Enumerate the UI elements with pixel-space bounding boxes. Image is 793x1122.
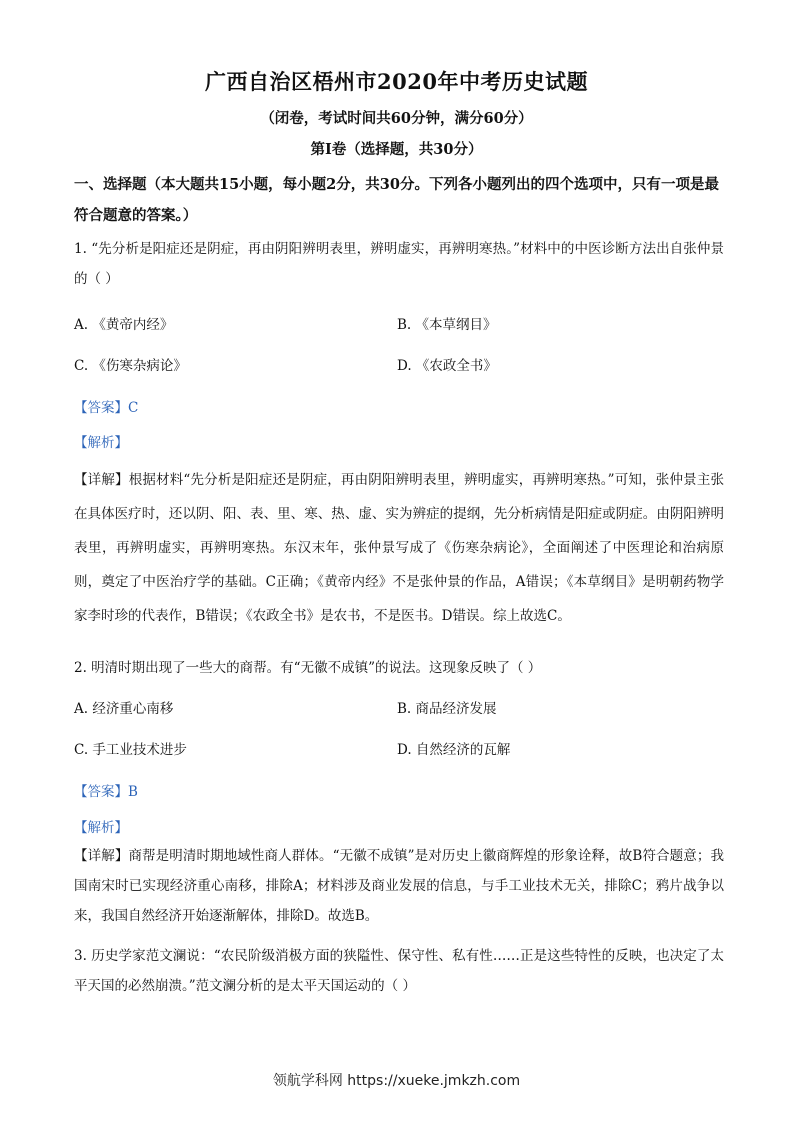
q2-option-b: B. 商品经济发展 [397,701,497,717]
q1-detail: 【详解】根据材料“先分析是阳症还是阴症，再由阴阳辨明表里，辨明虚实，再辨明寒热。”可知，张仲景主张在具体医疗时，还以阴、阳、表、里、寒、热、虚、实为辨症的提纲，先分析病情是阳症或阴症。由阴阳辨明表里，再辨明虚实，再辨明寒热。东汉末年，张仲景写成了《伤寒杂病论》，全面阐述了中医理论和治病原则，奠定了中医治疗学的基础。C正确；《黄帝内经》不是张仲景的作品，A错误；《本草纲目》是明朝药物学家李时珍的代表作，B错误；《农政全书》是农书，不是医书。D错误。综上故选C。 [74,472,724,624]
q1-option-c: C. 《伤寒杂病论》 [74,358,187,374]
q1-analysis-label: 【解析】 [74,435,128,451]
q1-option-d: D. 《农政全书》 [397,358,497,374]
q2-answer: 【答案】B [74,784,138,800]
volume-heading: 第Ⅰ卷（选择题，共30分） [310,141,483,158]
question-3-stem: 3. 历史学家范文澜说：“农民阶级消极方面的狭隘性、保守性、私有性……正是这些特性的反映，也决定了太平天国的必然崩溃。”范文澜分析的是太平天国运动的（ ） [74,948,724,994]
q1-option-b: B. 《本草纲目》 [397,317,497,333]
q1-option-a: A. 《黄帝内经》 [74,317,174,333]
q2-detail: 【详解】商帮是明清时期地域性商人群体。“无徽不成镇”是对历史上徽商辉煌的形象诠释，故B符合题意；我国南宋时已实现经济重心南移，排除A；材料涉及商业发展的信息，与手工业技术无关，排除C；鸦片战争以来，我国自然经济开始逐渐解体，排除D。故选B。 [74,848,724,924]
question-2-stem: 2. 明清时期出现了一些大的商帮。有“无徽不成镇”的说法。这现象反映了（ ） [74,660,542,676]
section-heading: 一、选择题（本大题共15小题，每小题2分，共30分。下列各小题列出的四个选项中，只有一项是最符合题意的答案。） [74,176,719,224]
footer-watermark: 领航学科网 https://xueke.jmkzh.com [272,1073,521,1089]
question-1-stem: 1. “先分析是阳症还是阴症，再由阴阳辨明表里，辨明虚实，再辨明寒热。”材料中的中医诊断方法出自张仲景的（ ） [74,241,724,287]
exam-info: （闭卷，考试时间共60分钟，满分60分） [260,110,533,127]
page-title: 广西自治区梧州市2020年中考历史试题 [205,69,588,94]
q2-option-d: D. 自然经济的瓦解 [397,742,511,758]
q2-analysis-label: 【解析】 [74,820,128,836]
q2-option-c: C. 手工业技术进步 [74,742,187,758]
q1-answer: 【答案】C [74,400,139,416]
q2-option-a: A. 经济重心南移 [74,701,174,717]
